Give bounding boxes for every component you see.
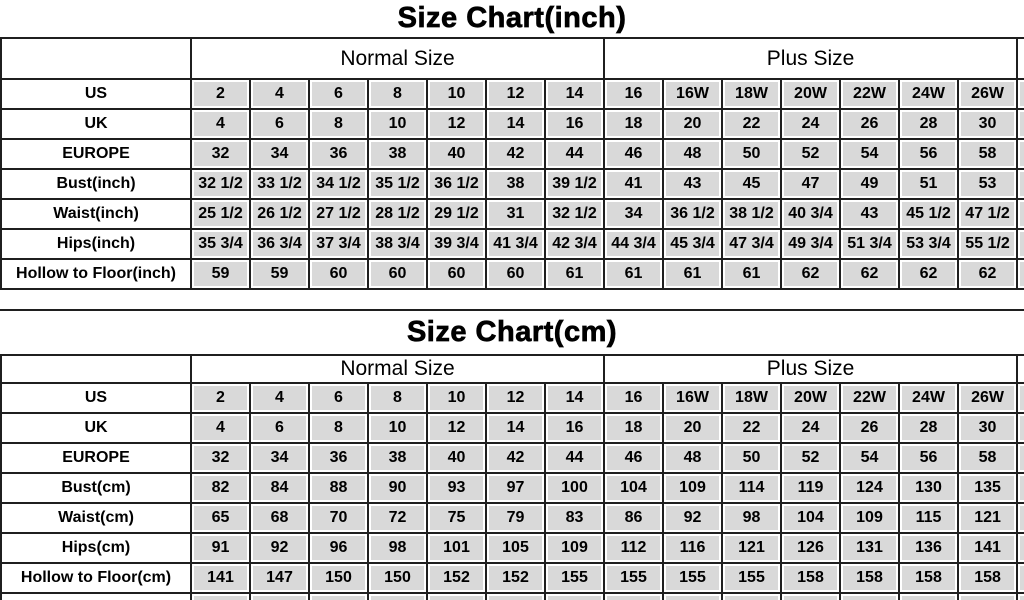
size-value-cell: 31 bbox=[486, 199, 545, 229]
size-value-cell: 130 bbox=[899, 473, 958, 503]
cutoff-column-cell bbox=[1017, 383, 1024, 413]
size-value-cell: 42 bbox=[486, 139, 545, 169]
size-value-cell: 155 bbox=[545, 563, 604, 593]
size-value-cell: 124 bbox=[840, 473, 899, 503]
size-value-cell: 2 bbox=[191, 383, 250, 413]
size-value-cell: 155 bbox=[722, 563, 781, 593]
cutoff-row-cell bbox=[663, 593, 722, 600]
size-value-cell: 152 bbox=[486, 563, 545, 593]
size-value-cell: 18W bbox=[722, 79, 781, 109]
size-chart-cm-body bbox=[1, 383, 1024, 600]
size-value-cell: 34 1/2 bbox=[309, 169, 368, 199]
size-value-cell: 36 1/2 bbox=[663, 199, 722, 229]
size-value-cell: 40 bbox=[427, 443, 486, 473]
size-value-cell: 62 bbox=[958, 259, 1017, 289]
size-value-cell: 49 bbox=[840, 169, 899, 199]
size-value-cell: 14 bbox=[545, 79, 604, 109]
size-value-cell: 29 1/2 bbox=[427, 199, 486, 229]
size-value-cell: 54 bbox=[840, 443, 899, 473]
size-value-cell: 42 3/4 bbox=[545, 229, 604, 259]
size-value-cell: 116 bbox=[663, 533, 722, 563]
size-value-cell: 54 bbox=[840, 139, 899, 169]
cutoff-row-cell bbox=[368, 593, 427, 600]
row-label: Bust(inch) bbox=[1, 169, 191, 199]
size-value-cell: 58 bbox=[958, 139, 1017, 169]
cutoff-column-cell bbox=[1017, 109, 1024, 139]
size-value-cell: 46 bbox=[604, 139, 663, 169]
size-value-cell: 121 bbox=[722, 533, 781, 563]
size-value-cell: 50 bbox=[722, 443, 781, 473]
size-value-cell: 35 3/4 bbox=[191, 229, 250, 259]
cutoff-row-cell bbox=[545, 593, 604, 600]
group-header-row bbox=[1, 38, 1024, 79]
size-value-cell: 158 bbox=[781, 563, 840, 593]
size-value-cell: 39 1/2 bbox=[545, 169, 604, 199]
cutoff-row-cell bbox=[781, 593, 840, 600]
size-value-cell: 8 bbox=[368, 383, 427, 413]
size-value-cell: 45 3/4 bbox=[663, 229, 722, 259]
size-value-cell: 35 1/2 bbox=[368, 169, 427, 199]
size-value-cell: 22W bbox=[840, 79, 899, 109]
size-value-cell: 22 bbox=[722, 413, 781, 443]
table-row bbox=[1, 79, 1024, 109]
cutoff-column-cell bbox=[1017, 533, 1024, 563]
size-value-cell: 41 3/4 bbox=[486, 229, 545, 259]
size-value-cell: 61 bbox=[545, 259, 604, 289]
size-chart-inch-title: Size Chart(inch) bbox=[397, 2, 627, 34]
cutoff-column-cell bbox=[1017, 443, 1024, 473]
size-value-cell: 10 bbox=[368, 413, 427, 443]
size-value-cell: 6 bbox=[309, 383, 368, 413]
size-value-cell: 32 1/2 bbox=[545, 199, 604, 229]
size-value-cell: 36 bbox=[309, 139, 368, 169]
cutoff-column-cell bbox=[1017, 199, 1024, 229]
table-row bbox=[1, 229, 1024, 259]
row-label: Hollow to Floor(inch) bbox=[1, 259, 191, 289]
cutoff-row-cell bbox=[427, 593, 486, 600]
size-value-cell: 119 bbox=[781, 473, 840, 503]
size-value-cell: 12 bbox=[427, 109, 486, 139]
cutoff-column-cell bbox=[1017, 413, 1024, 443]
size-value-cell: 12 bbox=[486, 383, 545, 413]
plus-size-header: Plus Size bbox=[604, 355, 1017, 383]
size-value-cell: 14 bbox=[545, 383, 604, 413]
size-value-cell: 53 3/4 bbox=[899, 229, 958, 259]
size-value-cell: 60 bbox=[486, 259, 545, 289]
cutoff-column-header bbox=[1017, 38, 1024, 79]
size-value-cell: 155 bbox=[663, 563, 722, 593]
table-row bbox=[1, 413, 1024, 443]
size-chart-inch-table bbox=[0, 37, 1024, 290]
size-value-cell: 16 bbox=[545, 413, 604, 443]
size-value-cell: 47 bbox=[781, 169, 840, 199]
size-value-cell: 109 bbox=[840, 503, 899, 533]
size-value-cell: 14 bbox=[486, 109, 545, 139]
table-row bbox=[1, 473, 1024, 503]
size-value-cell: 59 bbox=[191, 259, 250, 289]
cutoff-row-cell bbox=[722, 593, 781, 600]
table-row bbox=[1, 259, 1024, 289]
size-value-cell: 56 bbox=[899, 443, 958, 473]
table-row bbox=[1, 443, 1024, 473]
size-value-cell: 115 bbox=[899, 503, 958, 533]
size-value-cell: 20W bbox=[781, 79, 840, 109]
cutoff-row-cell bbox=[309, 593, 368, 600]
size-value-cell: 26 bbox=[840, 109, 899, 139]
size-value-cell: 18W bbox=[722, 383, 781, 413]
size-value-cell: 26 1/2 bbox=[250, 199, 309, 229]
size-value-cell: 26W bbox=[958, 383, 1017, 413]
cutoff-column-cell bbox=[1017, 229, 1024, 259]
size-value-cell: 14 bbox=[486, 413, 545, 443]
size-value-cell: 4 bbox=[250, 79, 309, 109]
cutoff-column-cell bbox=[1017, 563, 1024, 593]
size-value-cell: 86 bbox=[604, 503, 663, 533]
cutoff-column-cell bbox=[1017, 79, 1024, 109]
size-value-cell: 16 bbox=[604, 79, 663, 109]
size-value-cell: 24W bbox=[899, 79, 958, 109]
normal-size-header: Normal Size bbox=[191, 355, 604, 383]
size-value-cell: 40 bbox=[427, 139, 486, 169]
size-value-cell: 43 bbox=[663, 169, 722, 199]
size-value-cell: 131 bbox=[840, 533, 899, 563]
size-value-cell: 30 bbox=[958, 413, 1017, 443]
size-value-cell: 48 bbox=[663, 139, 722, 169]
size-value-cell: 24 bbox=[781, 109, 840, 139]
table-row bbox=[1, 169, 1024, 199]
size-value-cell: 44 bbox=[545, 443, 604, 473]
size-value-cell: 53 bbox=[958, 169, 1017, 199]
size-value-cell: 36 3/4 bbox=[250, 229, 309, 259]
plus-size-header: Plus Size bbox=[604, 38, 1017, 79]
size-value-cell: 60 bbox=[427, 259, 486, 289]
size-value-cell: 12 bbox=[427, 413, 486, 443]
size-value-cell: 135 bbox=[958, 473, 1017, 503]
size-value-cell: 6 bbox=[309, 79, 368, 109]
size-value-cell: 60 bbox=[368, 259, 427, 289]
row-label: UK bbox=[1, 413, 191, 443]
size-value-cell: 38 3/4 bbox=[368, 229, 427, 259]
size-value-cell: 91 bbox=[191, 533, 250, 563]
size-value-cell: 92 bbox=[663, 503, 722, 533]
size-value-cell: 18 bbox=[604, 109, 663, 139]
cutoff-row-cell bbox=[840, 593, 899, 600]
size-value-cell: 75 bbox=[427, 503, 486, 533]
size-value-cell: 136 bbox=[899, 533, 958, 563]
cutoff-row-cell bbox=[486, 593, 545, 600]
table-row bbox=[1, 533, 1024, 563]
size-value-cell: 114 bbox=[722, 473, 781, 503]
size-value-cell: 150 bbox=[368, 563, 427, 593]
size-value-cell: 98 bbox=[722, 503, 781, 533]
size-value-cell: 46 bbox=[604, 443, 663, 473]
size-value-cell: 34 bbox=[250, 443, 309, 473]
table-row bbox=[1, 503, 1024, 533]
row-label: Hips(cm) bbox=[1, 533, 191, 563]
normal-size-header: Normal Size bbox=[191, 38, 604, 79]
row-label: Hollow to Floor(cm) bbox=[1, 563, 191, 593]
size-value-cell: 88 bbox=[309, 473, 368, 503]
size-value-cell: 20 bbox=[663, 109, 722, 139]
size-value-cell: 43 bbox=[840, 199, 899, 229]
size-value-cell: 34 bbox=[250, 139, 309, 169]
cutoff-column-cell bbox=[1017, 473, 1024, 503]
size-value-cell: 48 bbox=[663, 443, 722, 473]
size-value-cell: 28 bbox=[899, 413, 958, 443]
size-value-cell: 96 bbox=[309, 533, 368, 563]
size-value-cell: 150 bbox=[309, 563, 368, 593]
cutoff-column-cell bbox=[1017, 139, 1024, 169]
size-value-cell: 59 bbox=[250, 259, 309, 289]
size-value-cell: 38 bbox=[368, 443, 427, 473]
row-label: Waist(cm) bbox=[1, 503, 191, 533]
size-value-cell: 65 bbox=[191, 503, 250, 533]
table-row bbox=[1, 109, 1024, 139]
size-value-cell: 12 bbox=[486, 79, 545, 109]
size-value-cell: 58 bbox=[958, 443, 1017, 473]
size-value-cell: 70 bbox=[309, 503, 368, 533]
size-value-cell: 97 bbox=[486, 473, 545, 503]
size-value-cell: 8 bbox=[309, 413, 368, 443]
size-value-cell: 10 bbox=[427, 383, 486, 413]
size-value-cell: 109 bbox=[663, 473, 722, 503]
cutoff-row-cell bbox=[899, 593, 958, 600]
size-value-cell: 62 bbox=[840, 259, 899, 289]
size-value-cell: 45 bbox=[722, 169, 781, 199]
size-value-cell: 84 bbox=[250, 473, 309, 503]
size-value-cell: 45 1/2 bbox=[899, 199, 958, 229]
size-value-cell: 152 bbox=[427, 563, 486, 593]
cutoff-row-cell bbox=[250, 593, 309, 600]
size-value-cell: 10 bbox=[368, 109, 427, 139]
size-value-cell: 56 bbox=[899, 139, 958, 169]
size-value-cell: 4 bbox=[250, 383, 309, 413]
cutoff-row-cell bbox=[1017, 593, 1024, 600]
size-value-cell: 26 bbox=[840, 413, 899, 443]
size-value-cell: 44 bbox=[545, 139, 604, 169]
size-value-cell: 16W bbox=[663, 79, 722, 109]
size-value-cell: 104 bbox=[604, 473, 663, 503]
size-value-cell: 26W bbox=[958, 79, 1017, 109]
row-label: UK bbox=[1, 109, 191, 139]
size-value-cell: 141 bbox=[191, 563, 250, 593]
size-value-cell: 147 bbox=[250, 563, 309, 593]
size-value-cell: 8 bbox=[368, 79, 427, 109]
size-value-cell: 62 bbox=[899, 259, 958, 289]
row-label: Bust(cm) bbox=[1, 473, 191, 503]
size-value-cell: 28 1/2 bbox=[368, 199, 427, 229]
size-value-cell: 61 bbox=[604, 259, 663, 289]
cutoff-row bbox=[1, 593, 1024, 600]
size-value-cell: 16W bbox=[663, 383, 722, 413]
row-label: US bbox=[1, 383, 191, 413]
size-value-cell: 32 bbox=[191, 139, 250, 169]
size-value-cell: 51 bbox=[899, 169, 958, 199]
size-value-cell: 6 bbox=[250, 109, 309, 139]
row-label: US bbox=[1, 79, 191, 109]
size-value-cell: 158 bbox=[899, 563, 958, 593]
size-value-cell: 55 1/2 bbox=[958, 229, 1017, 259]
size-value-cell: 40 3/4 bbox=[781, 199, 840, 229]
size-value-cell: 41 bbox=[604, 169, 663, 199]
size-value-cell: 20W bbox=[781, 383, 840, 413]
row-label bbox=[1, 593, 191, 600]
size-value-cell: 24 bbox=[781, 413, 840, 443]
size-value-cell: 39 3/4 bbox=[427, 229, 486, 259]
size-value-cell: 33 1/2 bbox=[250, 169, 309, 199]
cutoff-column-cell bbox=[1017, 259, 1024, 289]
size-value-cell: 49 3/4 bbox=[781, 229, 840, 259]
size-value-cell: 32 1/2 bbox=[191, 169, 250, 199]
size-value-cell: 112 bbox=[604, 533, 663, 563]
size-value-cell: 60 bbox=[309, 259, 368, 289]
size-value-cell: 82 bbox=[191, 473, 250, 503]
size-value-cell: 32 bbox=[191, 443, 250, 473]
size-value-cell: 22W bbox=[840, 383, 899, 413]
size-value-cell: 44 3/4 bbox=[604, 229, 663, 259]
table-row bbox=[1, 139, 1024, 169]
row-label: Hips(inch) bbox=[1, 229, 191, 259]
size-value-cell: 47 3/4 bbox=[722, 229, 781, 259]
size-value-cell: 92 bbox=[250, 533, 309, 563]
cutoff-row-cell bbox=[191, 593, 250, 600]
size-value-cell: 6 bbox=[250, 413, 309, 443]
size-value-cell: 61 bbox=[722, 259, 781, 289]
size-value-cell: 62 bbox=[781, 259, 840, 289]
group-header-row bbox=[1, 355, 1024, 383]
size-value-cell: 16 bbox=[604, 383, 663, 413]
size-value-cell: 22 bbox=[722, 109, 781, 139]
size-value-cell: 38 bbox=[368, 139, 427, 169]
cutoff-column-cell bbox=[1017, 169, 1024, 199]
size-value-cell: 38 bbox=[486, 169, 545, 199]
size-chart-cm-title: Size Chart(cm) bbox=[406, 316, 618, 348]
size-value-cell: 155 bbox=[604, 563, 663, 593]
size-value-cell: 158 bbox=[840, 563, 899, 593]
size-value-cell: 51 3/4 bbox=[840, 229, 899, 259]
size-value-cell: 37 3/4 bbox=[309, 229, 368, 259]
size-value-cell: 50 bbox=[722, 139, 781, 169]
cutoff-row-cell bbox=[958, 593, 1017, 600]
row-label: Waist(inch) bbox=[1, 199, 191, 229]
size-value-cell: 61 bbox=[663, 259, 722, 289]
size-value-cell: 126 bbox=[781, 533, 840, 563]
size-value-cell: 36 1/2 bbox=[427, 169, 486, 199]
size-value-cell: 4 bbox=[191, 413, 250, 443]
size-value-cell: 27 1/2 bbox=[309, 199, 368, 229]
size-value-cell: 52 bbox=[781, 443, 840, 473]
size-value-cell: 158 bbox=[958, 563, 1017, 593]
size-value-cell: 98 bbox=[368, 533, 427, 563]
size-value-cell: 93 bbox=[427, 473, 486, 503]
size-value-cell: 38 1/2 bbox=[722, 199, 781, 229]
size-value-cell: 34 bbox=[604, 199, 663, 229]
size-value-cell: 36 bbox=[309, 443, 368, 473]
size-value-cell: 24W bbox=[899, 383, 958, 413]
size-value-cell: 52 bbox=[781, 139, 840, 169]
size-value-cell: 105 bbox=[486, 533, 545, 563]
size-value-cell: 28 bbox=[899, 109, 958, 139]
size-value-cell: 104 bbox=[781, 503, 840, 533]
size-value-cell: 18 bbox=[604, 413, 663, 443]
size-value-cell: 10 bbox=[427, 79, 486, 109]
size-value-cell: 72 bbox=[368, 503, 427, 533]
size-value-cell: 16 bbox=[545, 109, 604, 139]
table-row bbox=[1, 199, 1024, 229]
size-value-cell: 90 bbox=[368, 473, 427, 503]
size-value-cell: 79 bbox=[486, 503, 545, 533]
size-value-cell: 20 bbox=[663, 413, 722, 443]
size-value-cell: 121 bbox=[958, 503, 1017, 533]
row-label: EUROPE bbox=[1, 139, 191, 169]
size-chart-cm-table bbox=[0, 354, 1024, 600]
size-value-cell: 83 bbox=[545, 503, 604, 533]
cutoff-column-header bbox=[1017, 355, 1024, 383]
size-value-cell: 25 1/2 bbox=[191, 199, 250, 229]
cutoff-row-cell bbox=[604, 593, 663, 600]
size-value-cell: 8 bbox=[309, 109, 368, 139]
size-value-cell: 42 bbox=[486, 443, 545, 473]
size-value-cell: 2 bbox=[191, 79, 250, 109]
table-row bbox=[1, 383, 1024, 413]
size-value-cell: 68 bbox=[250, 503, 309, 533]
size-value-cell: 47 1/2 bbox=[958, 199, 1017, 229]
size-value-cell: 100 bbox=[545, 473, 604, 503]
cutoff-column-cell bbox=[1017, 503, 1024, 533]
size-value-cell: 4 bbox=[191, 109, 250, 139]
row-label: EUROPE bbox=[1, 443, 191, 473]
table-row bbox=[1, 563, 1024, 593]
size-chart-cm-section bbox=[0, 311, 1024, 600]
corner-cell bbox=[1, 355, 191, 383]
size-value-cell: 101 bbox=[427, 533, 486, 563]
size-chart-inch-body bbox=[1, 79, 1024, 289]
size-value-cell: 141 bbox=[958, 533, 1017, 563]
corner-cell bbox=[1, 38, 191, 79]
size-value-cell: 109 bbox=[545, 533, 604, 563]
size-value-cell: 30 bbox=[958, 109, 1017, 139]
size-chart-inch-section bbox=[0, 0, 1024, 290]
